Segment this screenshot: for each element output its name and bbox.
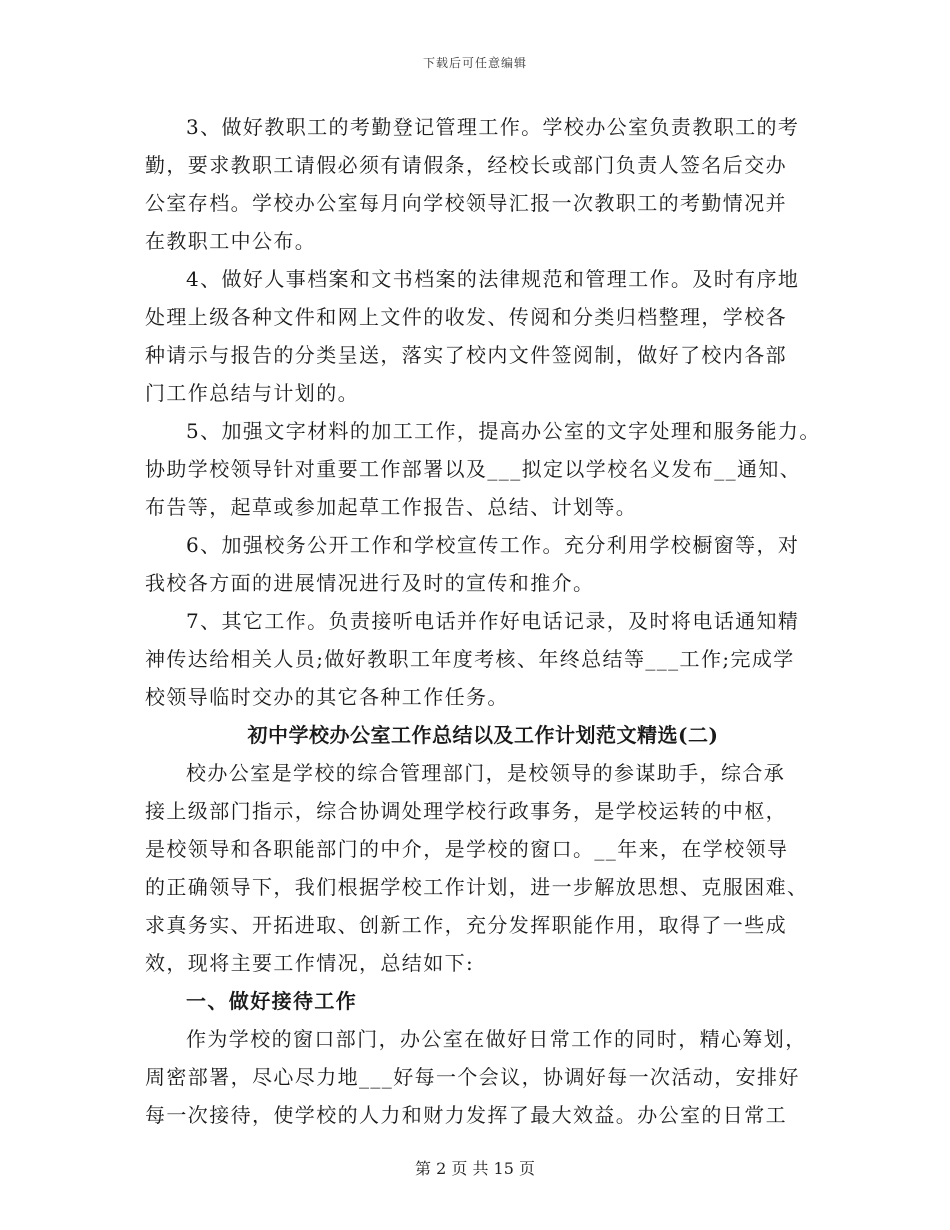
text-line: 求真务实、开拓进取、创新工作，充分发挥职能作用，取得了一些成	[145, 913, 787, 937]
text-line: 7、其它工作。负责接听电话并作好电话记录，及时将电话通知精	[186, 609, 800, 633]
text-line: 勤，要求教职工请假必须有请假条，经校长或部门负责人签名后交办	[145, 153, 787, 177]
text-line: 接上级部门指示，综合协调处理学校行政事务，是学校运转的中枢，	[145, 799, 787, 823]
text-line: 周密部署，尽心尽力地___好每一个会议，协调好每一次活动，安排好	[145, 1065, 800, 1089]
text-line: 布告等，起草或参加起草工作报告、总结、计划等。	[145, 495, 638, 519]
text-line: 3、做好教职工的考勤登记管理工作。学校办公室负责教职工的考	[186, 115, 800, 139]
text-line: 每一次接待，使学校的人力和财力发挥了最大效益。办公室的日常工	[145, 1103, 787, 1127]
page-footer: 第 2 页 共 15 页	[415, 1159, 535, 1178]
section-heading: 一、做好接待工作	[186, 989, 358, 1013]
text-line: 协助学校领导针对重要工作部署以及___拟定以学校名义发布__通知、	[145, 457, 802, 481]
text-line: 5、加强文字材料的加工工作，提高办公室的文字处理和服务能力。	[186, 419, 821, 443]
text-line: 种请示与报告的分类呈送，落实了校内文件签阅制，做好了校内各部	[145, 343, 787, 367]
document-body	[145, 108, 821, 1134]
text-line: 4、做好人事档案和文书档案的法律规范和管理工作。及时有序地	[186, 267, 800, 291]
text-line: 是校领导和各职能部门的中介，是学校的窗口。__年来，在学校领导	[145, 837, 789, 861]
text-line: 处理上级各种文件和网上文件的收发、传阅和分类归档整理，学校各	[145, 305, 787, 329]
text-line: 在教职工中公布。	[145, 229, 317, 253]
text-line: 我校各方面的进展情况进行及时的宣传和推介。	[145, 571, 595, 595]
text-line: 校领导临时交办的其它各种工作任务。	[145, 685, 509, 709]
page-header: 下载后可任意编辑	[422, 56, 527, 70]
text-line: 门工作总结与计划的。	[145, 381, 359, 405]
text-line: 校办公室是学校的综合管理部门，是校领导的参谋助手，综合承	[186, 761, 786, 785]
text-line: 作为学校的窗口部门，办公室在做好日常工作的同时，精心筹划，	[186, 1027, 807, 1051]
text-line: 6、加强校务公开工作和学校宣传工作。充分利用学校橱窗等，对	[186, 533, 800, 557]
text-line: 神传达给相关人员;做好教职工年度考核、年终总结等___工作;完成学	[145, 647, 795, 671]
section-title: 初中学校办公室工作总结以及工作计划范文精选(二)	[247, 723, 719, 747]
text-line: 的正确领导下，我们根据学校工作计划，进一步解放思想、克服困难、	[145, 875, 809, 899]
text-line: 效，现将主要工作情况，总结如下:	[145, 951, 475, 975]
text-line: 公室存档。学校办公室每月向学校领导汇报一次教职工的考勤情况并	[145, 191, 787, 215]
